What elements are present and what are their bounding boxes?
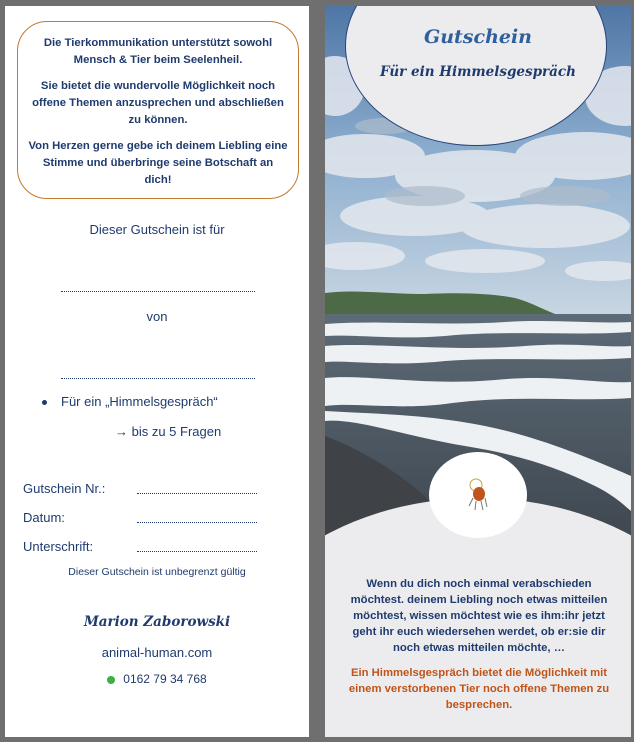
recipient-line[interactable]	[61, 291, 255, 292]
description-text: Wenn du dich noch einmal verabschieden möchtest. deinem Liebling noch etwas mitteilen möchtest, wissen möchtest wie es ihm:ihr jetzt geht ihr euch wiedersehen werdet, ob er:sie dir noch etwas mitteilen möchte, …	[350, 578, 608, 654]
sender-line[interactable]	[61, 378, 255, 379]
website-link[interactable]: animal-human.com	[101, 645, 213, 660]
intro-box	[17, 21, 299, 199]
intro-paragraph-3: Von Herzen gerne gebe ich deinem Liebling eine Stimme und überbringe seine Botschaft an dich!	[28, 140, 288, 186]
logo-circle	[429, 452, 527, 538]
phone-text: 0162 79 34 768	[123, 672, 207, 686]
signature-label: Unterschrift:	[23, 539, 94, 554]
signature-line[interactable]	[137, 551, 257, 552]
offer-text: Ein Himmelsgespräch bietet die Möglichkeit mit einem verstorbenen Tier noch offene Themen zu besprechen.	[348, 667, 610, 711]
right-panel	[325, 6, 631, 737]
dog-angel-icon	[429, 452, 527, 538]
whatsapp-icon	[107, 676, 115, 684]
number-label: Gutschein Nr.:	[23, 481, 106, 496]
for-label: Dieser Gutschein ist für	[89, 222, 225, 237]
number-line[interactable]	[137, 493, 257, 494]
validity-note: Dieser Gutschein ist unbegrenzt gültig	[68, 566, 246, 578]
left-panel	[5, 6, 309, 737]
voucher-subtitle: Für ein Himmelsgespräch	[380, 64, 576, 80]
date-line[interactable]	[137, 522, 257, 523]
bullet-dot-icon	[42, 400, 47, 405]
intro-paragraph-2: Sie bietet die wundervolle Möglichkeit noch offene Themen anzusprechen und abschließen zu können.	[32, 80, 284, 126]
bullet-item	[42, 394, 218, 409]
from-label: von	[146, 309, 168, 324]
bullet-text: Für ein „Himmelsgespräch“	[61, 394, 218, 409]
author-name: Marion Zaborowski	[83, 614, 231, 630]
voucher-title: Gutschein	[423, 26, 533, 48]
phone-number[interactable]	[5, 672, 309, 686]
questions-note: → bis zu 5 Fragen	[115, 424, 222, 439]
date-label: Datum:	[23, 510, 65, 525]
intro-paragraph-1: Die Tierkommunikation unterstützt sowohl Mensch & Tier beim Seelenheil.	[43, 37, 273, 66]
